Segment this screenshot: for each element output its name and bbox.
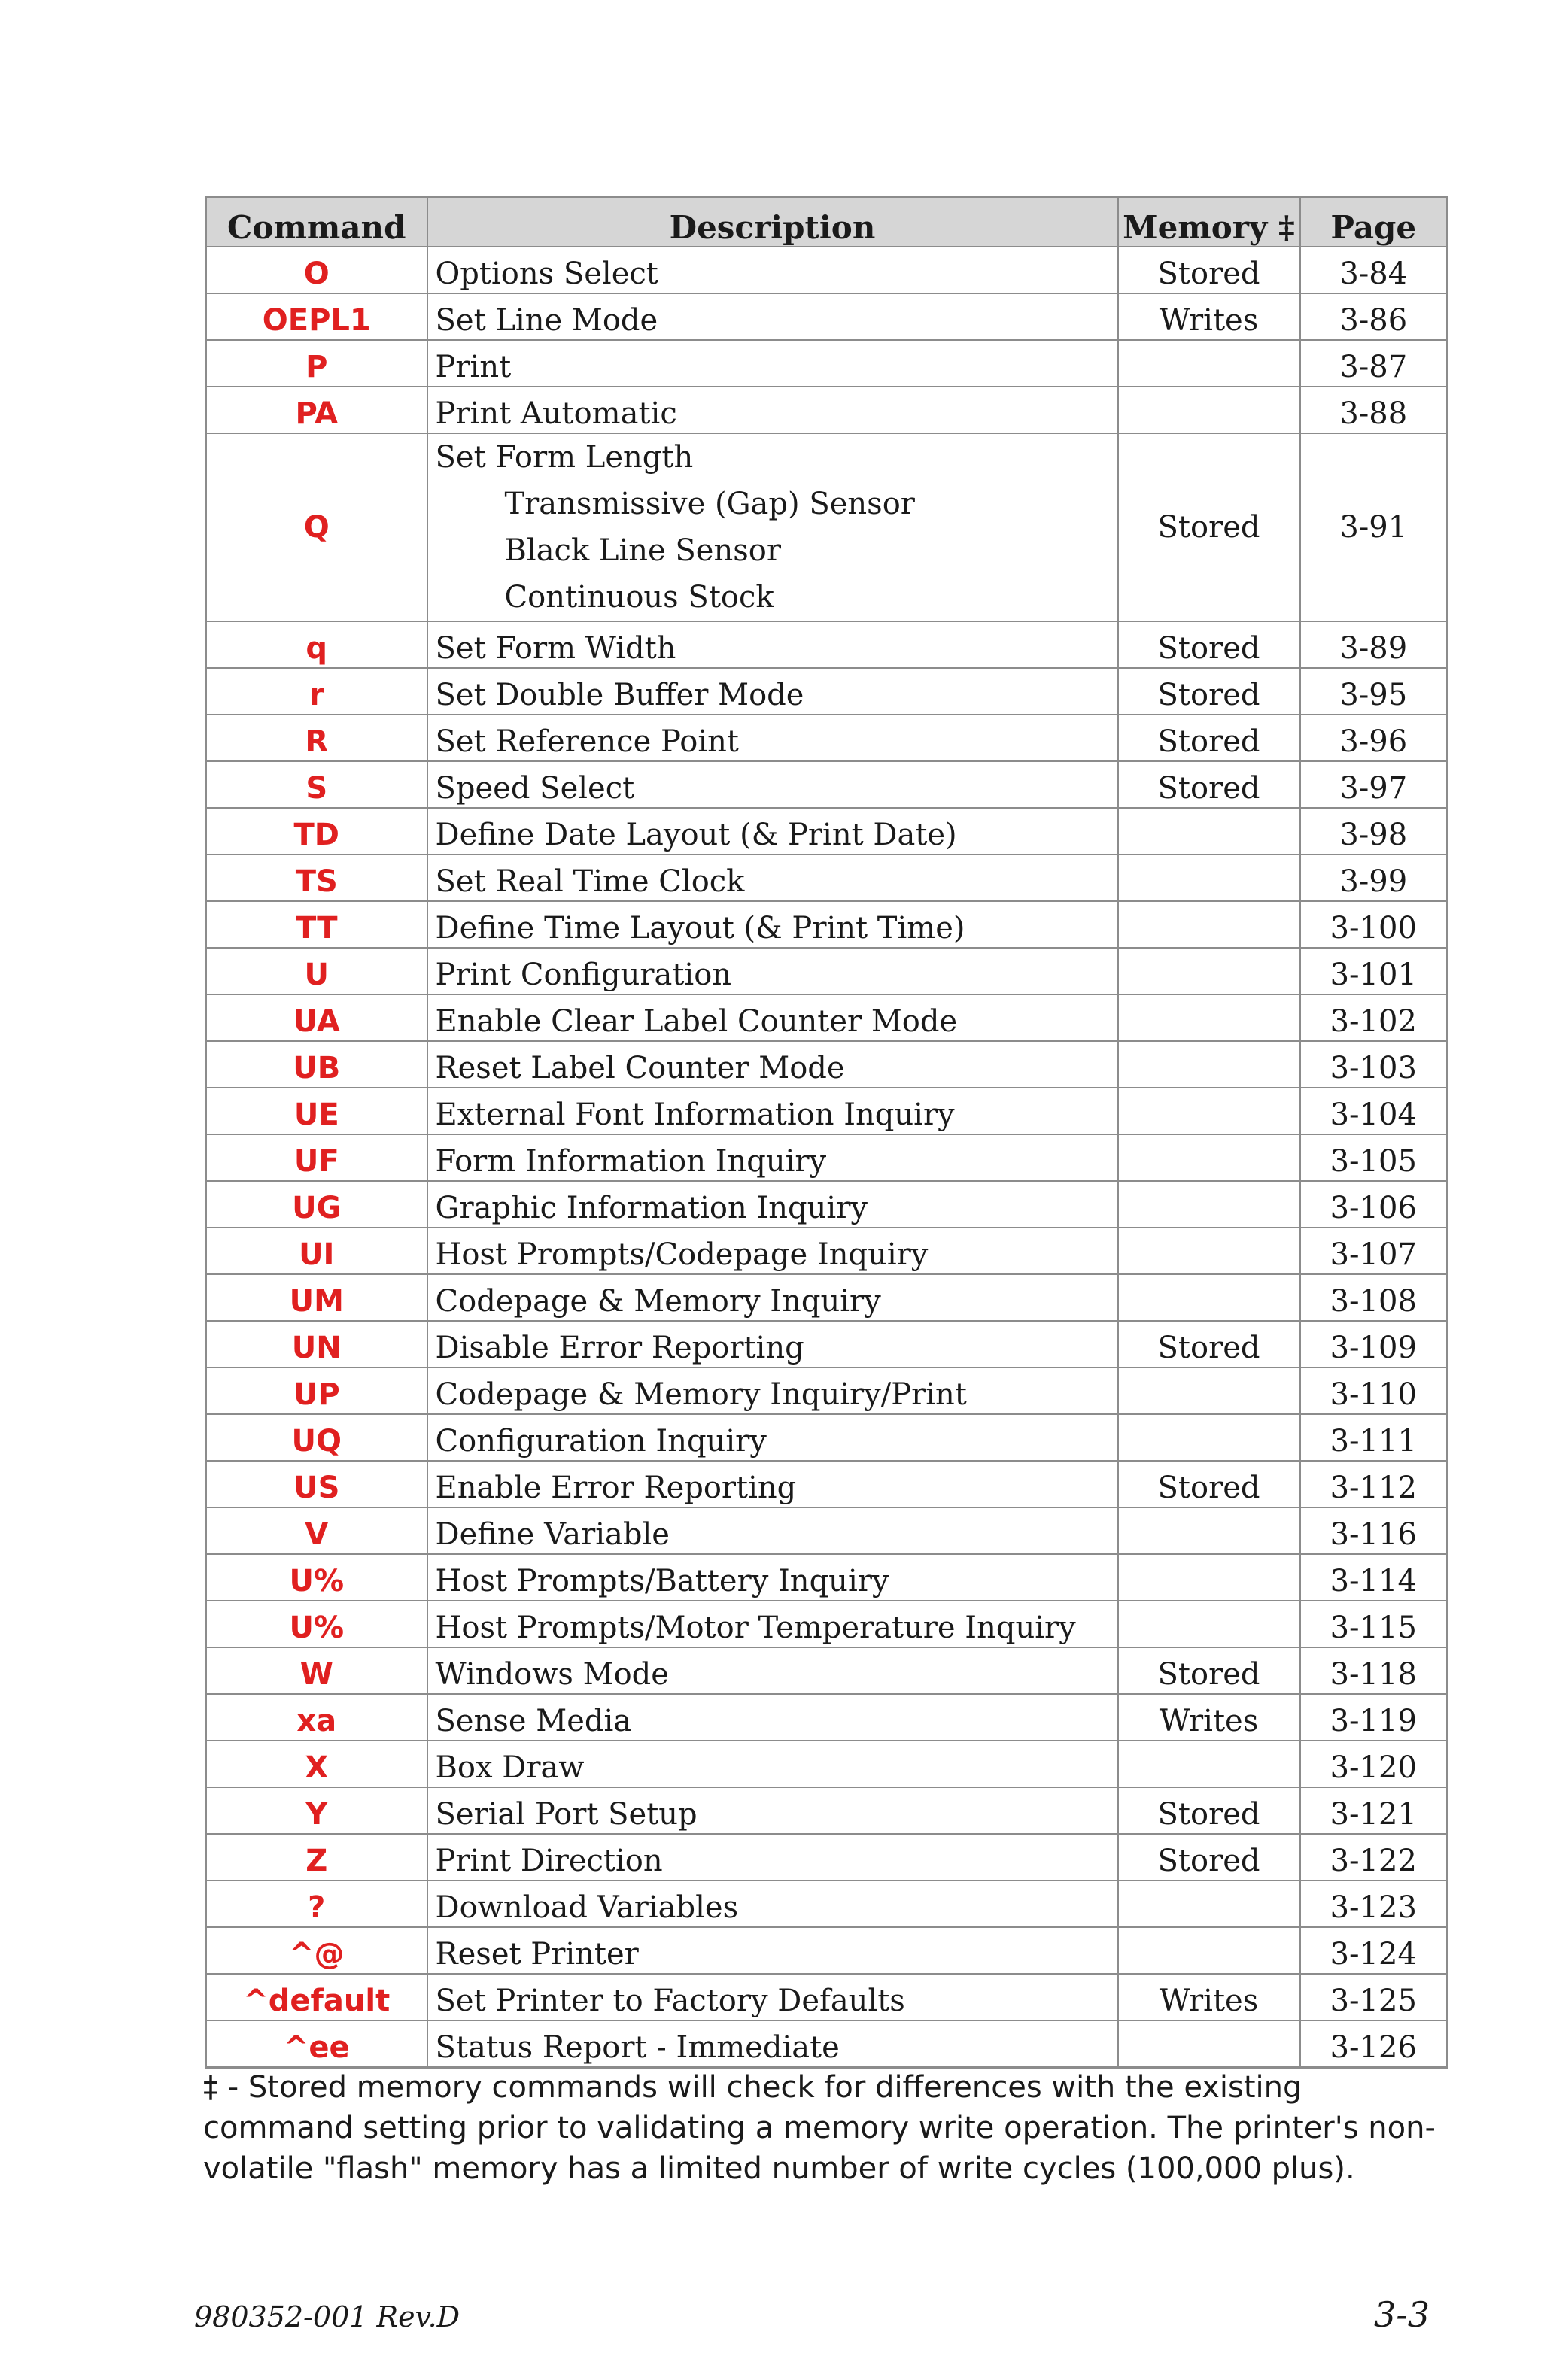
command-cell: ^ee: [206, 2020, 427, 2068]
table-body: [206, 247, 1448, 2068]
command-cell: UB: [206, 1041, 427, 1088]
description-cell: Set Form Width: [427, 621, 1118, 668]
memory-cell: [1118, 808, 1300, 855]
table-row: [206, 808, 1448, 855]
page-cell: 3-100: [1300, 901, 1448, 948]
table-row: [206, 668, 1448, 715]
table-row: [206, 855, 1448, 901]
memory-cell: Stored: [1118, 621, 1300, 668]
header-page: Page: [1300, 197, 1448, 247]
command-cell: UE: [206, 1088, 427, 1134]
memory-cell: Stored: [1118, 1461, 1300, 1507]
page-cell: 3-84: [1300, 247, 1448, 293]
memory-cell: Writes: [1118, 1974, 1300, 2020]
command-cell: U%: [206, 1554, 427, 1601]
page-cell: 3-116: [1300, 1507, 1448, 1554]
command-cell: OEPL1: [206, 293, 427, 340]
description-cell: Print: [427, 340, 1118, 387]
memory-cell: Stored: [1118, 1787, 1300, 1834]
description-cell: Serial Port Setup: [427, 1787, 1118, 1834]
table-row: [206, 1181, 1448, 1228]
table-header: [206, 197, 1448, 247]
page-cell: 3-105: [1300, 1134, 1448, 1181]
command-cell: ^@: [206, 1927, 427, 1974]
table-row: [206, 1554, 1448, 1601]
page-cell: 3-96: [1300, 715, 1448, 761]
header-command: Command: [206, 197, 427, 247]
memory-cell: Writes: [1118, 293, 1300, 340]
page-cell: 3-115: [1300, 1601, 1448, 1647]
command-cell: UA: [206, 994, 427, 1041]
table-row: [206, 621, 1448, 668]
table-row: [206, 1321, 1448, 1368]
table-row: [206, 1927, 1448, 1974]
page-cell: 3-89: [1300, 621, 1448, 668]
command-cell: Z: [206, 1834, 427, 1881]
description-cell: Box Draw: [427, 1741, 1118, 1787]
header-description: Description: [427, 197, 1118, 247]
description-cell: Define Time Layout (& Print Time): [427, 901, 1118, 948]
memory-footnote: ‡ - Stored memory commands will check for differences with the existing command setting prior to validating a memory write operation. The printer's non-volatile "flash" memory has a limited number of write cycles (100,000 plus).: [203, 2070, 1436, 2186]
command-table-container: [205, 196, 1446, 2069]
description-cell: Host Prompts/Battery Inquiry: [427, 1554, 1118, 1601]
description-cell: Print Direction: [427, 1834, 1118, 1881]
table-row: [206, 1228, 1448, 1274]
memory-cell: [1118, 1741, 1300, 1787]
command-cell: ^default: [206, 1974, 427, 2020]
page-cell: 3-95: [1300, 668, 1448, 715]
command-cell: xa: [206, 1694, 427, 1741]
command-cell: US: [206, 1461, 427, 1507]
description-sub-item: Black Line Sensor: [504, 533, 781, 568]
table-row: [206, 387, 1448, 433]
table-row: [206, 994, 1448, 1041]
description-sub-item: Transmissive (Gap) Sensor: [504, 487, 915, 521]
page-cell: 3-118: [1300, 1647, 1448, 1694]
command-cell: X: [206, 1741, 427, 1787]
description-cell: Print Automatic: [427, 387, 1118, 433]
description-cell: Enable Clear Label Counter Mode: [427, 994, 1118, 1041]
page-cell: 3-106: [1300, 1181, 1448, 1228]
page-cell: 3-98: [1300, 808, 1448, 855]
table-row: [206, 1274, 1448, 1321]
description-sub-item: Continuous Stock: [504, 580, 774, 615]
memory-cell: Stored: [1118, 1834, 1300, 1881]
page-cell: 3-86: [1300, 293, 1448, 340]
description-cell: Windows Mode: [427, 1647, 1118, 1694]
table-row: [206, 2020, 1448, 2068]
command-cell: Q: [206, 433, 427, 621]
page-cell: 3-103: [1300, 1041, 1448, 1088]
description-cell: Codepage & Memory Inquiry: [427, 1274, 1118, 1321]
command-cell: UM: [206, 1274, 427, 1321]
command-cell: R: [206, 715, 427, 761]
page-cell: 3-124: [1300, 1927, 1448, 1974]
table-row: [206, 340, 1448, 387]
table-row: [206, 247, 1448, 293]
page-cell: 3-101: [1300, 948, 1448, 994]
command-cell: ?: [206, 1881, 427, 1927]
description-cell: Define Date Layout (& Print Date): [427, 808, 1118, 855]
description-cell: Set Line Mode: [427, 293, 1118, 340]
description-cell: Set Double Buffer Mode: [427, 668, 1118, 715]
description-cell: Configuration Inquiry: [427, 1414, 1118, 1461]
page-cell: 3-87: [1300, 340, 1448, 387]
page-cell: 3-119: [1300, 1694, 1448, 1741]
memory-cell: [1118, 1134, 1300, 1181]
memory-cell: [1118, 994, 1300, 1041]
memory-cell: [1118, 2020, 1300, 2068]
command-cell: PA: [206, 387, 427, 433]
memory-cell: [1118, 387, 1300, 433]
memory-cell: [1118, 1507, 1300, 1554]
page-cell: 3-99: [1300, 855, 1448, 901]
command-cell: P: [206, 340, 427, 387]
page-cell: 3-91: [1300, 433, 1448, 621]
description-cell: Reset Printer: [427, 1927, 1118, 1974]
command-cell: UQ: [206, 1414, 427, 1461]
description-cell: Print Configuration: [427, 948, 1118, 994]
memory-cell: [1118, 1274, 1300, 1321]
command-cell: O: [206, 247, 427, 293]
memory-cell: Stored: [1118, 761, 1300, 808]
memory-cell: Stored: [1118, 433, 1300, 621]
command-cell: q: [206, 621, 427, 668]
memory-cell: Stored: [1118, 1321, 1300, 1368]
command-cell: U%: [206, 1601, 427, 1647]
table-row: [206, 1041, 1448, 1088]
table-row: [206, 948, 1448, 994]
description-cell: Reset Label Counter Mode: [427, 1041, 1118, 1088]
command-cell: S: [206, 761, 427, 808]
command-cell: V: [206, 1507, 427, 1554]
description-cell: Sense Media: [427, 1694, 1118, 1741]
description-cell: Disable Error Reporting: [427, 1321, 1118, 1368]
memory-cell: Writes: [1118, 1694, 1300, 1741]
description-cell: Download Variables: [427, 1881, 1118, 1927]
command-cell: TD: [206, 808, 427, 855]
memory-cell: [1118, 1601, 1300, 1647]
memory-cell: [1118, 340, 1300, 387]
page-cell: 3-121: [1300, 1787, 1448, 1834]
memory-cell: [1118, 948, 1300, 994]
table-row: [206, 1601, 1448, 1647]
description-cell: Define Variable: [427, 1507, 1118, 1554]
memory-cell: [1118, 1554, 1300, 1601]
description-cell: Graphic Information Inquiry: [427, 1181, 1118, 1228]
memory-cell: [1118, 1228, 1300, 1274]
table-row: [206, 1414, 1448, 1461]
page-cell: 3-114: [1300, 1554, 1448, 1601]
description-main: Set Form Length: [435, 440, 694, 475]
description-cell: Enable Error Reporting: [427, 1461, 1118, 1507]
page-cell: 3-97: [1300, 761, 1448, 808]
description-cell: Status Report - Immediate: [427, 2020, 1118, 2068]
table-row: [206, 715, 1448, 761]
page-cell: 3-126: [1300, 2020, 1448, 2068]
page-cell: 3-108: [1300, 1274, 1448, 1321]
command-cell: UI: [206, 1228, 427, 1274]
table-row: [206, 1134, 1448, 1181]
command-cell: U: [206, 948, 427, 994]
memory-cell: [1118, 1368, 1300, 1414]
table-row: [206, 1741, 1448, 1787]
command-cell: TS: [206, 855, 427, 901]
description-cell: Form Information Inquiry: [427, 1134, 1118, 1181]
description-cell: Set Printer to Factory Defaults: [427, 1974, 1118, 2020]
memory-cell: Stored: [1118, 715, 1300, 761]
memory-cell: [1118, 1088, 1300, 1134]
description-cell: [427, 433, 1118, 621]
table-row: [206, 293, 1448, 340]
page-cell: 3-122: [1300, 1834, 1448, 1881]
table-row: [206, 1507, 1448, 1554]
command-cell: r: [206, 668, 427, 715]
command-table: [205, 196, 1448, 2069]
page-cell: 3-123: [1300, 1881, 1448, 1927]
command-cell: UN: [206, 1321, 427, 1368]
description-cell: Set Reference Point: [427, 715, 1118, 761]
table-row: [206, 1088, 1448, 1134]
table-row: [206, 1834, 1448, 1881]
page-cell: 3-125: [1300, 1974, 1448, 2020]
document-number: 980352-001 Rev.D: [194, 2300, 460, 2333]
command-cell: UF: [206, 1134, 427, 1181]
description-cell: Host Prompts/Codepage Inquiry: [427, 1228, 1118, 1274]
memory-cell: [1118, 1041, 1300, 1088]
page-cell: 3-102: [1300, 994, 1448, 1041]
memory-cell: Stored: [1118, 247, 1300, 293]
page-cell: 3-110: [1300, 1368, 1448, 1414]
page-cell: 3-120: [1300, 1741, 1448, 1787]
memory-cell: Stored: [1118, 1647, 1300, 1694]
header-row: [206, 197, 1448, 247]
table-row: [206, 433, 1448, 621]
page-number: 3-3: [1373, 2294, 1430, 2335]
table-row: [206, 1974, 1448, 2020]
memory-cell: Stored: [1118, 668, 1300, 715]
description-cell: Codepage & Memory Inquiry/Print: [427, 1368, 1118, 1414]
page-cell: 3-109: [1300, 1321, 1448, 1368]
description-cell: Host Prompts/Motor Temperature Inquiry: [427, 1601, 1118, 1647]
table-row: [206, 1647, 1448, 1694]
description-cell: Options Select: [427, 247, 1118, 293]
table-row: [206, 1787, 1448, 1834]
table-row: [206, 761, 1448, 808]
table-row: [206, 901, 1448, 948]
page-cell: 3-107: [1300, 1228, 1448, 1274]
command-cell: W: [206, 1647, 427, 1694]
table-row: [206, 1881, 1448, 1927]
page-cell: 3-104: [1300, 1088, 1448, 1134]
description-cell: Speed Select: [427, 761, 1118, 808]
command-cell: TT: [206, 901, 427, 948]
table-row: [206, 1461, 1448, 1507]
table-row: [206, 1694, 1448, 1741]
memory-cell: [1118, 901, 1300, 948]
memory-cell: [1118, 1181, 1300, 1228]
page-cell: 3-88: [1300, 387, 1448, 433]
memory-cell: [1118, 1881, 1300, 1927]
command-cell: Y: [206, 1787, 427, 1834]
page-cell: 3-111: [1300, 1414, 1448, 1461]
command-cell: UG: [206, 1181, 427, 1228]
memory-cell: [1118, 855, 1300, 901]
description-cell: Set Real Time Clock: [427, 855, 1118, 901]
memory-cell: [1118, 1414, 1300, 1461]
command-cell: UP: [206, 1368, 427, 1414]
header-memory: Memory ‡: [1118, 197, 1300, 247]
page-cell: 3-112: [1300, 1461, 1448, 1507]
memory-cell: [1118, 1927, 1300, 1974]
table-row: [206, 1368, 1448, 1414]
description-cell: External Font Information Inquiry: [427, 1088, 1118, 1134]
